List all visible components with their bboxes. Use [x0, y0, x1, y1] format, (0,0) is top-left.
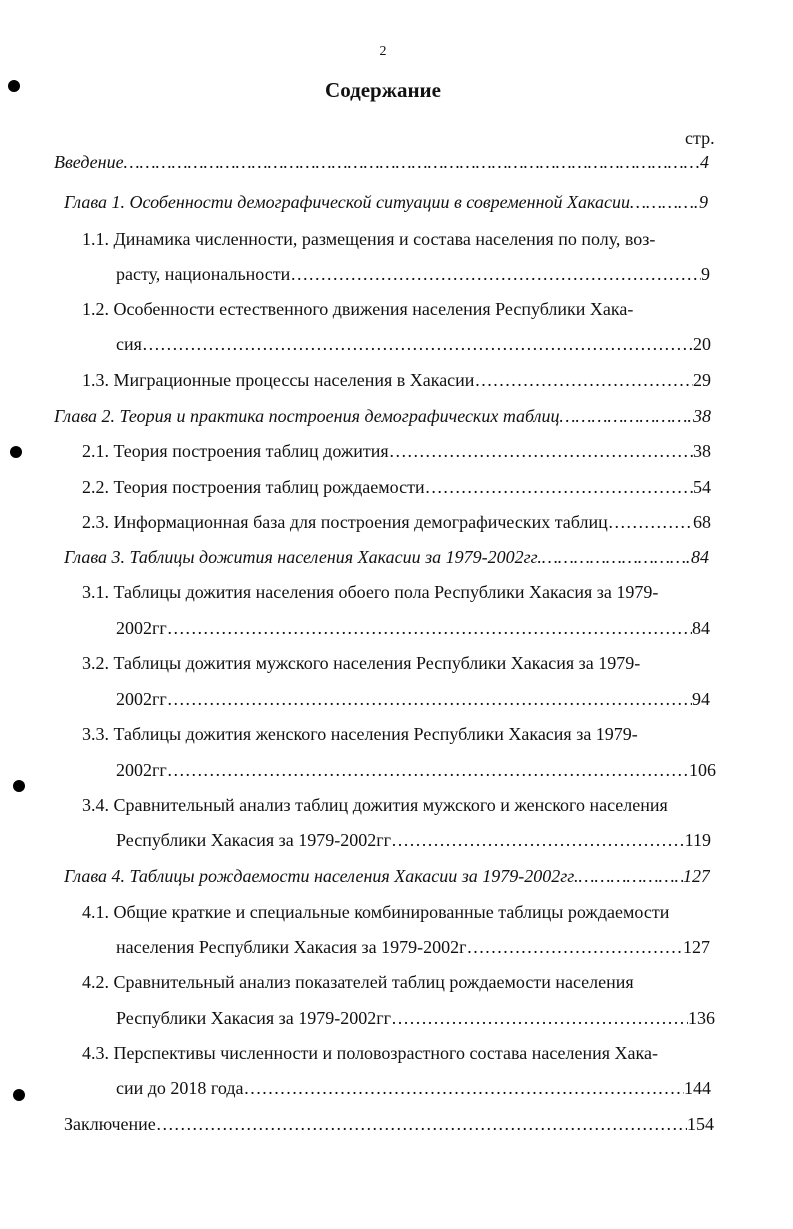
toc-entry-1-1: расту, национальности ………………………………………………………………………………………………………………………………………… 9 — [116, 263, 710, 285]
toc-entry-intro: Введение ………………………………………………………………………………………………………………………………………… 4 — [54, 151, 709, 173]
toc-entry-4-3-line1: 4.3. Перспективы численности и половозрастного состава населения Хака- — [82, 1043, 658, 1063]
toc-entry-2-1: 2.1. Теория построения таблиц дожития ………………………………………………………………………………………………………………………………………… 38 — [82, 440, 711, 462]
toc-entry-chapter-3: Глава 3. Таблицы дожития населения Хакасии за 1979-2002гг. ………………………………………………………………………………………………………………………………………… 84 — [64, 546, 709, 568]
punch-hole-dot — [10, 446, 22, 458]
toc-entry-2-2: 2.2. Теория построения таблиц рождаемости ………………………………………………………………………………………………………………………………………… 54 — [82, 476, 711, 498]
toc-entry-chapter-2: Глава 2. Теория и практика построения демографических таблиц ………………………………………………………………………………………………………………………………………… 38 — [54, 405, 711, 427]
toc-entry-4-2: Республики Хакасия за 1979-2002гг ………………………………………………………………………………………………………………………………………… 136 — [116, 1007, 715, 1029]
toc-entry-1-2: сия ………………………………………………………………………………………………………………………………………… 20 — [116, 333, 711, 355]
toc-entry-4-2-line1: 4.2. Сравнительный анализ показателей таблиц рождаемости населения — [82, 972, 634, 992]
toc-entry-2-3: 2.3. Информационная база для построения демографических таблиц ………………………………………………………………………………………………………………………………………… 68 — [82, 511, 711, 533]
toc-entry-3-4-line1: 3.4. Сравнительный анализ таблиц дожития мужского и женского населения — [82, 795, 668, 815]
toc-entry-3-3: 2002гг ………………………………………………………………………………………………………………………………………… 106 — [116, 759, 716, 781]
toc-entry-3-2: 2002гг ………………………………………………………………………………………………………………………………………… 94 — [116, 688, 710, 710]
punch-hole-dot — [13, 1089, 25, 1101]
toc-entry-1-2-line1: 1.2. Особенности естественного движения населения Республики Хака- — [82, 299, 634, 319]
toc-entry-conclusion: Заключение ………………………………………………………………………………………………………………………………………… 154 — [64, 1113, 714, 1135]
toc-entry-4-1: населения Республики Хакасия за 1979-2002г ………………………………………………………………………………………………………………………………………… 127 — [116, 936, 710, 958]
toc-entry-1-1-line1: 1.1. Динамика численности, размещения и состава населения по полу, воз- — [82, 229, 656, 249]
toc-entry-chapter-1: Глава 1. Особенности демографической ситуации в современной Хакасии ………………………………………………………………………………………………………………………………………… 9 — [64, 191, 708, 213]
toc-entry-4-3: сии до 2018 года ………………………………………………………………………………………………………………………………………… 144 — [116, 1077, 711, 1099]
toc-entry-3-3-line1: 3.3. Таблицы дожития женского населения Республики Хакасия за 1979- — [82, 724, 638, 744]
page-column-label: стр. — [685, 128, 715, 148]
toc-entry-chapter-4: Глава 4. Таблицы рождаемости населения Хакасии за 1979-2002гг. ………………………………………………………………………………………………………………………………………… 127 — [64, 865, 710, 887]
page-number: 2 — [379, 44, 387, 59]
toc-entry-1-3: 1.3. Миграционные процессы населения в Хакасии ………………………………………………………………………………………………………………………………………… 29 — [82, 369, 711, 391]
toc-entry-3-1-line1: 3.1. Таблицы дожития населения обоего пола Республики Хакасия за 1979- — [82, 582, 659, 602]
punch-hole-dot — [8, 80, 20, 92]
toc-entry-3-2-line1: 3.2. Таблицы дожития мужского населения Республики Хакасия за 1979- — [82, 653, 641, 673]
toc-entry-3-1: 2002гг ………………………………………………………………………………………………………………………………………… 84 — [116, 617, 710, 639]
toc-entry-4-1-line1: 4.1. Общие краткие и специальные комбинированные таблицы рождаемости — [82, 902, 670, 922]
toc-entry-3-4: Республики Хакасия за 1979-2002гг ………………………………………………………………………………………………………………………………………… 119 — [116, 829, 711, 851]
punch-hole-dot — [13, 780, 25, 792]
page-title: Содержание — [325, 78, 441, 102]
